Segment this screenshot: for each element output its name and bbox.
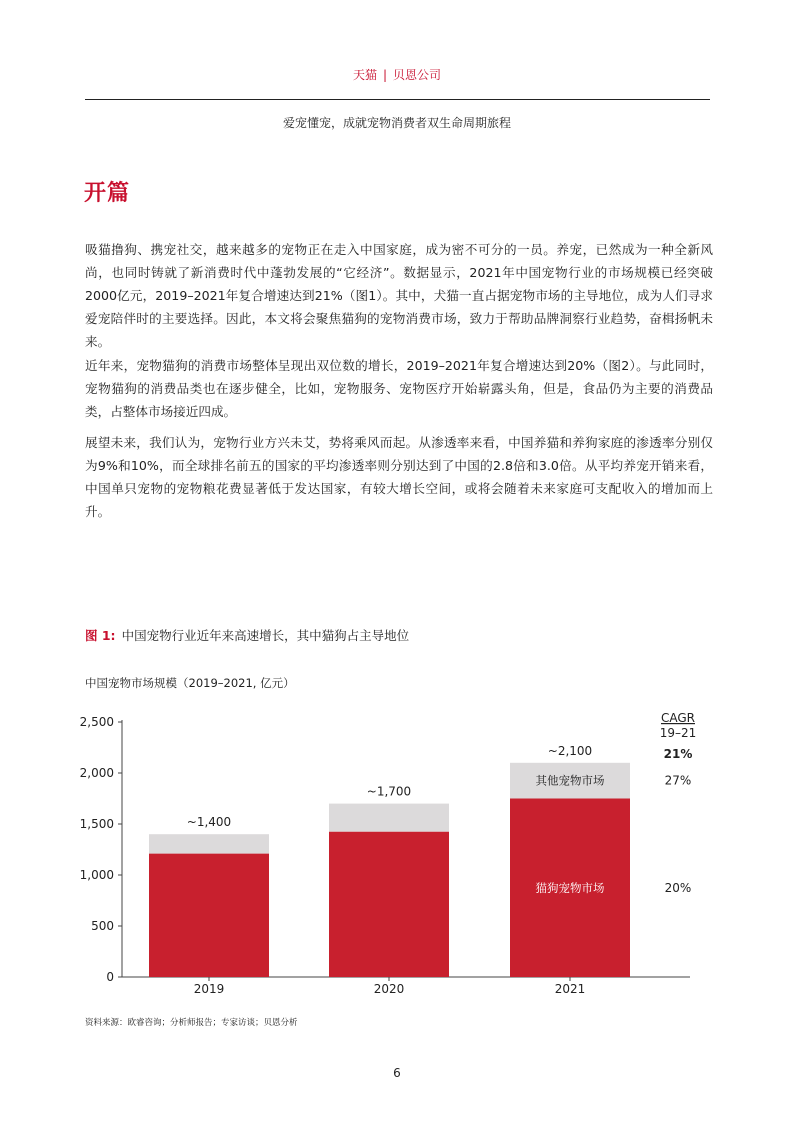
- chart-subtitle: 中国宠物市场规模（2019–2021, 亿元）: [85, 676, 295, 690]
- bar-segment-catdog: [149, 854, 269, 977]
- cagr-period: 19–21: [659, 726, 697, 740]
- cagr-other: 27%: [664, 773, 692, 788]
- bar-segment-catdog: [329, 832, 449, 977]
- header-divider: [85, 99, 710, 100]
- paragraph-3: 展望未来，我们认为，宠物行业方兴未艾，势将乘风而起。从渗透率来看，中国养猫和养狗家庭的渗透率分别仅为9%和10%，而全球排名前五的国家的平均渗透率则分别达到了中国的2.8倍和3.0倍。从平均养宠开销来看，中国单只宠物的宠物粮花费显著低于发达国家，有较大增长空间，或将会随着未来家庭可支配收入的增加而上升。: [85, 435, 713, 519]
- bar-total-label: ~2,100: [547, 743, 593, 758]
- y-tick-label: 0: [106, 970, 114, 984]
- x-tick-label: 2019: [193, 982, 225, 996]
- series-label-other: 其他宠物市场: [535, 773, 605, 788]
- y-tick-label: 1,500: [79, 817, 114, 831]
- figure-title: [85, 626, 409, 644]
- header-brand: [0, 66, 794, 83]
- source-note: 资料来源：欧睿咨询；分析师报告；专家访谈；贝恩分析: [85, 1018, 298, 1028]
- figure-label: 图 1:: [85, 628, 116, 643]
- cagr-total: 21%: [663, 747, 693, 761]
- bar-total-label: ~1,700: [366, 784, 412, 799]
- cagr-header: CAGR: [660, 711, 696, 725]
- bar-total-label: ~1,400: [186, 815, 232, 830]
- paragraph-2: 近年来，宠物猫狗的消费市场整体呈现出双位数的增长，2019–2021年复合增速达到20%（图2）。与此同时，宠物猫狗的消费品类也在逐步健全，比如，宠物服务、宠物医疗开始崭露头角，但是，食品仍为主要的消费品类，占整体市场接近四成。: [85, 358, 713, 419]
- brand-bain: 贝恩公司: [393, 68, 442, 82]
- brand-tmall: 天猫: [352, 68, 377, 82]
- x-tick-label: 2020: [373, 982, 405, 996]
- y-tick-label: 2,500: [79, 715, 114, 729]
- y-tick-label: 2,000: [79, 766, 114, 780]
- figure-caption: 中国宠物行业近年来高速增长，其中猫狗占主导地位: [121, 628, 410, 643]
- x-tick-label: 2021: [554, 982, 586, 996]
- market-size-chart: [60, 700, 740, 1000]
- report-subtitle: 爱宠懂宠，成就宠物消费者双生命周期旅程: [282, 116, 511, 130]
- brand-separator: |: [382, 68, 388, 82]
- series-label-catdog: 猫狗宠物市场: [535, 880, 605, 895]
- y-tick-label: 500: [91, 919, 114, 933]
- y-tick-label: 1,000: [79, 868, 114, 882]
- bar-segment-other: [149, 834, 269, 853]
- section-title: 开篇: [84, 181, 131, 206]
- page-number: 6: [393, 1066, 401, 1080]
- paragraph-1: 吸猫撸狗、携宠社交，越来越多的宠物正在走入中国家庭，成为密不可分的一员。养宠，已然成为一种全新风尚，也同时铸就了新消费时代中蓬勃发展的“它经济”。数据显示，2021年中国宠物行业的市场规模已经突破2000亿元，2019–2021年复合增速达到21%（图1）。其中，犬猫一直占据宠物市场的主导地位，成为人们寻求爱宠陪伴时的主要选择。因此，本文将会聚焦猫狗的宠物消费市场，致力于帮助品牌洞察行业趋势，奋楫扬帆未来。: [85, 242, 713, 349]
- bar-segment-other: [329, 804, 449, 832]
- cagr-catdog: 20%: [664, 880, 692, 895]
